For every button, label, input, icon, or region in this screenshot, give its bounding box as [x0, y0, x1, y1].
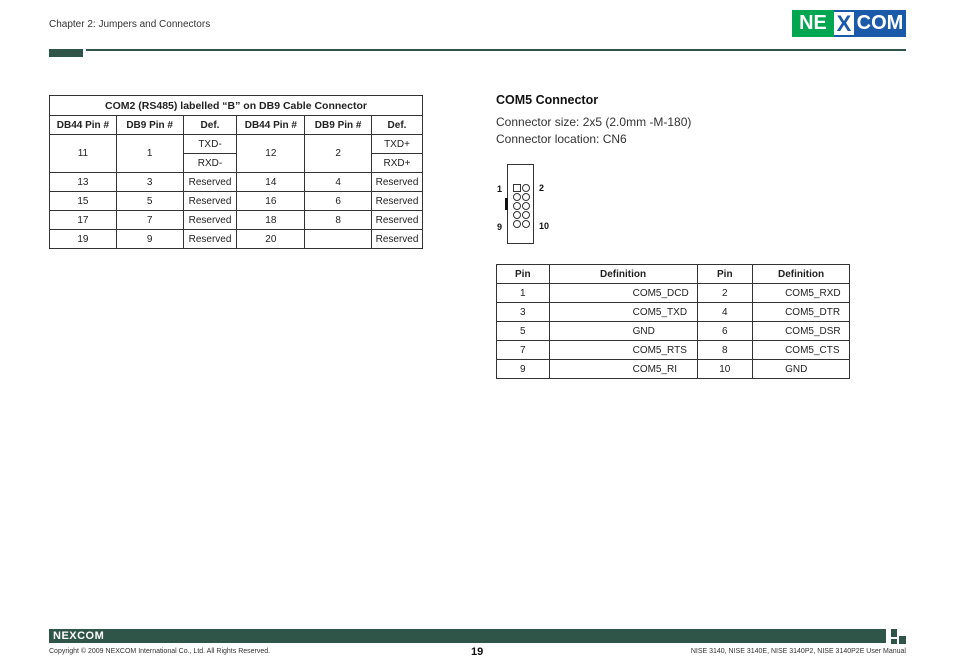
- table-row: [497, 322, 850, 341]
- manual-title: NISE 3140, NISE 3140E, NISE 3140P2, NISE 3140P2E User Manual: [690, 648, 906, 655]
- cell: 2: [305, 135, 372, 173]
- pin-label-2: 2: [539, 183, 545, 193]
- connector-size: Connector size: 2x5 (2.0mm -M-180): [496, 115, 692, 129]
- cell: 9: [497, 360, 550, 379]
- col-header: Definition: [753, 265, 850, 284]
- com5-header-row: [497, 265, 850, 284]
- cell: 7: [116, 211, 183, 230]
- connector-location: Connector location: CN6: [496, 132, 627, 146]
- logo-x: X: [834, 10, 854, 37]
- cell: TXD-: [183, 135, 237, 154]
- col-header: DB44 Pin #: [50, 116, 117, 135]
- cell: Reserved: [372, 230, 423, 249]
- footer-logo: NEXCOM: [53, 630, 105, 642]
- cell: 13: [50, 173, 117, 192]
- cell: 6: [305, 192, 372, 211]
- cell: Reserved: [183, 173, 237, 192]
- pin-8: [522, 211, 530, 219]
- footer-bar: [49, 629, 886, 643]
- pin-9: [513, 220, 521, 228]
- table-row: [497, 284, 850, 303]
- col-header: DB9 Pin #: [116, 116, 183, 135]
- cell: COM5_RXD: [753, 284, 850, 303]
- pin-10: [522, 220, 530, 228]
- table-row: [50, 230, 423, 249]
- pin-label-10: 10: [539, 221, 550, 231]
- connector-key: [505, 198, 508, 210]
- table-row: [497, 341, 850, 360]
- com2-table: [49, 95, 423, 249]
- footer-square: [891, 639, 897, 644]
- com2-table-caption: COM2 (RS485) labelled “B” on DB9 Cable Connector: [50, 96, 423, 116]
- pin-7: [513, 211, 521, 219]
- cell: 11: [50, 135, 117, 173]
- cell: COM5_DTR: [753, 303, 850, 322]
- cell: GND: [549, 322, 697, 341]
- cell: 17: [50, 211, 117, 230]
- cell: 7: [497, 341, 550, 360]
- footer-square: [899, 636, 906, 644]
- cell: 20: [237, 230, 305, 249]
- col-header: Def.: [183, 116, 237, 135]
- table-row: [497, 360, 850, 379]
- pin-6: [522, 202, 530, 210]
- cell: 9: [116, 230, 183, 249]
- pin-3: [513, 193, 521, 201]
- table-row: [50, 211, 423, 230]
- cell: 8: [697, 341, 753, 360]
- cell: 10: [697, 360, 753, 379]
- cell: [305, 230, 372, 249]
- cell: 4: [697, 303, 753, 322]
- pin-label-9: 9: [497, 222, 503, 232]
- connector-diagram: [507, 164, 534, 244]
- copyright: Copyright © 2009 NEXCOM International Co., Ltd. All Rights Reserved.: [49, 648, 271, 655]
- chapter-title: Chapter 2: Jumpers and Connectors: [49, 19, 211, 30]
- logo-com: COM: [854, 10, 906, 37]
- cell: GND: [753, 360, 850, 379]
- cell: COM5_CTS: [753, 341, 850, 360]
- footer-square: [891, 629, 897, 637]
- cell: 1: [497, 284, 550, 303]
- table-row: [50, 192, 423, 211]
- cell: Reserved: [183, 230, 237, 249]
- cell: 18: [237, 211, 305, 230]
- cell: 8: [305, 211, 372, 230]
- cell: COM5_RTS: [549, 341, 697, 360]
- cell: 14: [237, 173, 305, 192]
- header-accent-bar: [49, 49, 83, 57]
- header-rule: [86, 49, 906, 51]
- logo-ne: NE: [792, 10, 834, 37]
- pin-1: [513, 184, 521, 192]
- cell: COM5_DCD: [549, 284, 697, 303]
- col-header: Def.: [372, 116, 423, 135]
- cell: 16: [237, 192, 305, 211]
- pin-4: [522, 193, 530, 201]
- cell: 6: [697, 322, 753, 341]
- cell: 12: [237, 135, 305, 173]
- col-header: Pin: [697, 265, 753, 284]
- cell: Reserved: [183, 211, 237, 230]
- col-header: Definition: [549, 265, 697, 284]
- cell: RXD+: [372, 154, 423, 173]
- cell: TXD+: [372, 135, 423, 154]
- cell: Reserved: [372, 192, 423, 211]
- col-header: Pin: [497, 265, 550, 284]
- cell: COM5_TXD: [549, 303, 697, 322]
- pin-label-1: 1: [497, 184, 503, 194]
- com5-title: COM5 Connector: [496, 93, 599, 107]
- col-header: DB44 Pin #: [237, 116, 305, 135]
- cell: 2: [697, 284, 753, 303]
- cell: 3: [497, 303, 550, 322]
- page-number: 19: [471, 646, 484, 658]
- cell: 5: [497, 322, 550, 341]
- col-header: DB9 Pin #: [305, 116, 372, 135]
- pin-2: [522, 184, 530, 192]
- nexcom-logo: [792, 10, 906, 37]
- cell: 3: [116, 173, 183, 192]
- cell: 15: [50, 192, 117, 211]
- table-row: [497, 303, 850, 322]
- cell: Reserved: [372, 173, 423, 192]
- cell: COM5_RI: [549, 360, 697, 379]
- cell: COM5_DSR: [753, 322, 850, 341]
- com5-table: [496, 264, 850, 379]
- cell: 4: [305, 173, 372, 192]
- table-row: [50, 173, 423, 192]
- cell: 5: [116, 192, 183, 211]
- table-row: [50, 135, 423, 154]
- cell: Reserved: [183, 192, 237, 211]
- cell: Reserved: [372, 211, 423, 230]
- pin-5: [513, 202, 521, 210]
- cell: 19: [50, 230, 117, 249]
- com2-header-row: [50, 116, 423, 135]
- cell: RXD-: [183, 154, 237, 173]
- cell: 1: [116, 135, 183, 173]
